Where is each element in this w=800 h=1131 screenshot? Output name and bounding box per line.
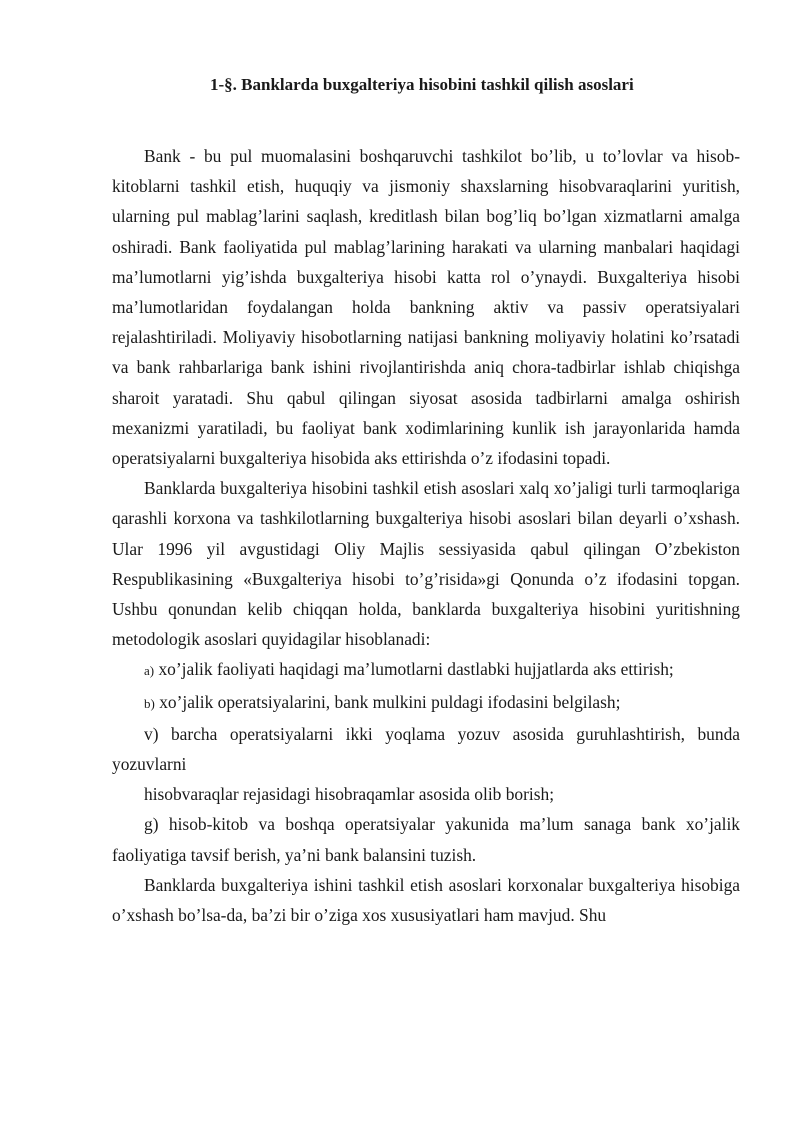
list-item-v: v) barcha operatsiyalarni ikki yoqlama yozuv asosida guruhlashtirish, bunda yozuvlarni [112, 723, 740, 775]
list-item-a [112, 654, 740, 686]
paragraph-bank-specifics: Banklarda buxgalteriya ishini tashkil etish asoslari korxonalar buxgalteriya hisobiga o’xshash bo’lsa-da, ba’zi bir o’ziga xos xususiyatlari ham mavjud. Shu [112, 874, 740, 926]
list-item-g: g) hisob-kitob va boshqa operatsiyalar yakunida ma’lum sanaga bank xo’jalik faoliyatiga tavsif berish, ya’ni bank balansini tuzish. [112, 814, 740, 865]
list-item-b [112, 687, 740, 719]
list-item-text: xo’jalik faoliyati haqidagi ma’lumotlarni dastlabki hujjatlarda aks ettirish; [158, 659, 674, 680]
paragraph-bank-definition: Bank - bu pul muomalasini boshqaruvchi tashkilot bo’lib, u to’lovlar va hisob-kitoblarni tashkil etish, huquqiy va jismoniy shaxslarning hisobvaraqlarini yuritish, ularning pul mablag’larini saqlash, kreditlash bilan bog’liq bo’lgan xizmatlarni amalga oshiradi. Bank faoliyatida pul mablag’larining harakati va ularning manbalari haqidagi ma’lumotlarni yig’ishda buxgalteriya hisobi katta rol o’ynaydi. Buxgalteriya hisobi ma’lumotlaridan foydalangan holda bankning aktiv va passiv operatsiyalari rejalashtiriladi. Moliyaviy hisobotlarning natijasi bankning moliyaviy holatini ko’rsatadi va bank rahbarlariga bank ishini rivojlantirishda aniq chora-tadbirlar ishlab chiqishga sharoit yaratadi. Shu qabul qilingan siyosat asosida tadbirlarni amalga oshirish mexanizmi yaratiladi, bu faoliyat bank xodimlarining kunlik ish jarayonlarida hamda operatsiyalarni buxgalteriya hisobida aks ettirishda o’z ifodasini topadi. [112, 146, 740, 469]
list-item-v-continuation: hisobvaraqlar rejasidagi hisobraqamlar asosida olib borish; [144, 784, 555, 805]
paragraph-accounting-basics: Banklarda buxgalteriya hisobini tashkil etish asoslari xalq xo’jaligi turli tarmoqlariga qarashli korxona va tashkilotlarning buxgalteriya hisobi asoslari bilan deyarli o’xshash. Ular 1996 yil avgustidagi Oliy Majlis sessiyasida qabul qilingan O’zbekiston Respublikasining «Buxgalteriya hisobi to’g’risida»gi Qonunda o’z ifodasini topgan. Ushbu qonundan kelib chiqqan holda, banklarda buxgalteriya hisobini yuritishning metodologik asoslari quyidagilar hisoblanadi: [112, 478, 740, 650]
list-marker: a) [144, 663, 155, 679]
document-body [112, 141, 740, 930]
list-item-text: xo’jalik operatsiyalarini, bank mulkini puldagi ifodasini belgilash; [159, 691, 621, 712]
list-marker: b) [144, 695, 155, 711]
section-title: 1-§. Banklarda buxgalteriya hisobini tashkil qilish asoslari [210, 75, 634, 94]
document-page [112, 72, 740, 930]
